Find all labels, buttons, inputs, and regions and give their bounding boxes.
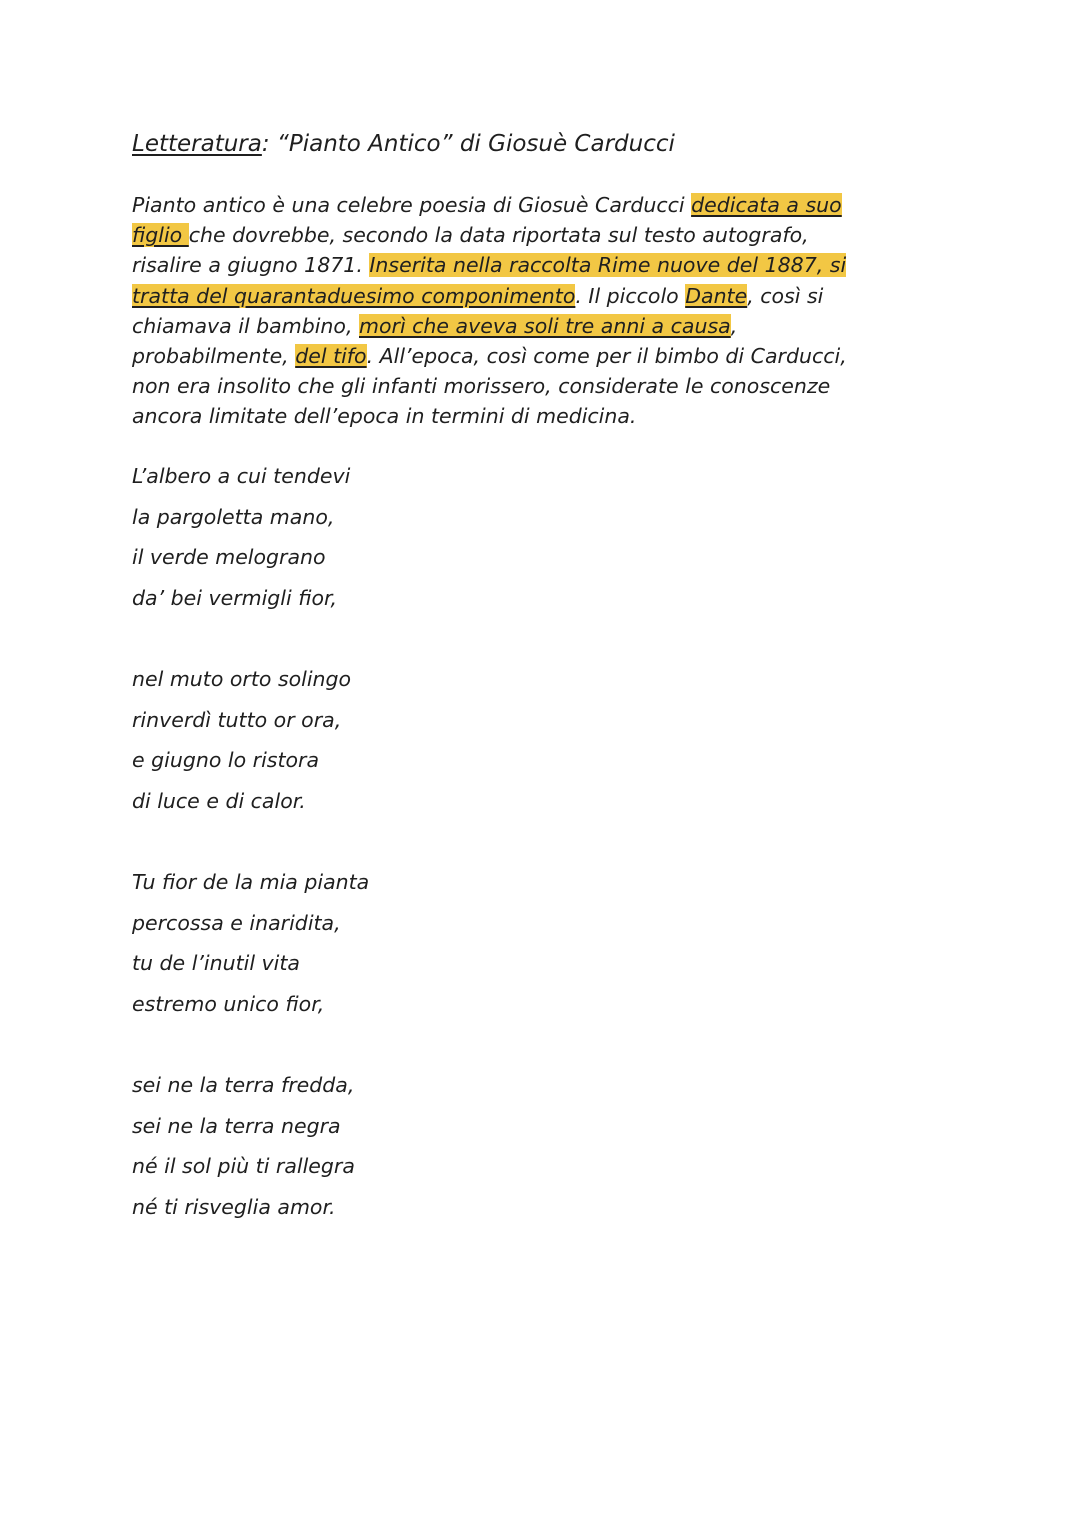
intro-text: probabilmente, <box>132 344 296 369</box>
highlighted-text: morì che aveva soli tre anni a causa <box>359 313 731 338</box>
intro-text: , <box>730 313 738 338</box>
intro-text: , così si <box>747 283 824 308</box>
poem-verse: sei ne la terra fredda, <box>132 1073 355 1097</box>
title-text: : “Pianto Antico” di Giosuè Carducci <box>261 131 675 157</box>
poem-verse: il verde melograno <box>132 545 326 569</box>
intro-line <box>132 220 952 250</box>
poem-verse: percossa e inaridita, <box>132 910 341 935</box>
poem-verse: Tu fior de la mia pianta <box>132 870 370 894</box>
poem-verse: sei ne la terra negra <box>132 1113 341 1138</box>
intro-text: chiamava il bambino, <box>132 313 359 338</box>
poem-verse: rinverdì tutto or ora, <box>132 707 342 732</box>
intro-line <box>132 190 952 220</box>
highlighted-text: tratta del quarantaduesimo componimento <box>132 283 576 308</box>
highlighted-text: figlio <box>132 223 189 248</box>
intro-line <box>132 341 952 371</box>
title-subject: Letteratura <box>132 131 262 157</box>
intro-line <box>132 311 952 341</box>
intro-paragraph <box>132 190 952 432</box>
poem-verse: tu de l’inutil vita <box>132 951 300 975</box>
poem-verse: la pargoletta mano, <box>132 504 335 529</box>
poem-stanza <box>132 456 350 618</box>
page-title <box>132 128 675 160</box>
poem-verse: né ti risveglia amor. <box>132 1194 336 1219</box>
poem-stanza <box>132 1065 355 1227</box>
poem-verse: da’ bei vermigli fior, <box>132 585 338 610</box>
poem-stanza <box>132 862 369 1024</box>
intro-text: Pianto antico è una celebre poesia di Giosuè Carducci <box>132 193 692 217</box>
intro-text: che dovrebbe, secondo la data riportata sul testo autografo, <box>188 223 809 248</box>
poem-stanza <box>132 659 351 821</box>
intro-text: risalire a giugno 1871. <box>132 253 370 278</box>
highlighted-text: dedicata a suo <box>691 193 842 217</box>
highlighted-text: Dante <box>685 283 748 308</box>
poem-verse: e giugno lo ristora <box>132 748 320 772</box>
intro-line <box>132 250 952 280</box>
intro-line <box>132 281 952 311</box>
poem-verse: nel muto orto solingo <box>132 667 352 691</box>
poem-verse: L’albero a cui tendevi <box>132 464 351 488</box>
intro-line: non era insolito che gli infanti morissero, considerate le conoscenze <box>132 374 831 399</box>
intro-text: . All’epoca, così come per il bimbo di Carducci, <box>366 344 847 369</box>
highlighted-text: Inserita nella raccolta Rime nuove del 1887, si <box>369 253 847 278</box>
poem-verse: estremo unico fior, <box>132 991 325 1016</box>
highlighted-text: del tifo <box>295 344 367 369</box>
poem-verse: di luce e di calor. <box>132 788 306 813</box>
intro-text: . Il piccolo <box>575 283 686 308</box>
intro-line: ancora limitate dell’epoca in termini di medicina. <box>132 404 637 429</box>
poem-verse: né il sol più ti rallegra <box>132 1154 355 1178</box>
